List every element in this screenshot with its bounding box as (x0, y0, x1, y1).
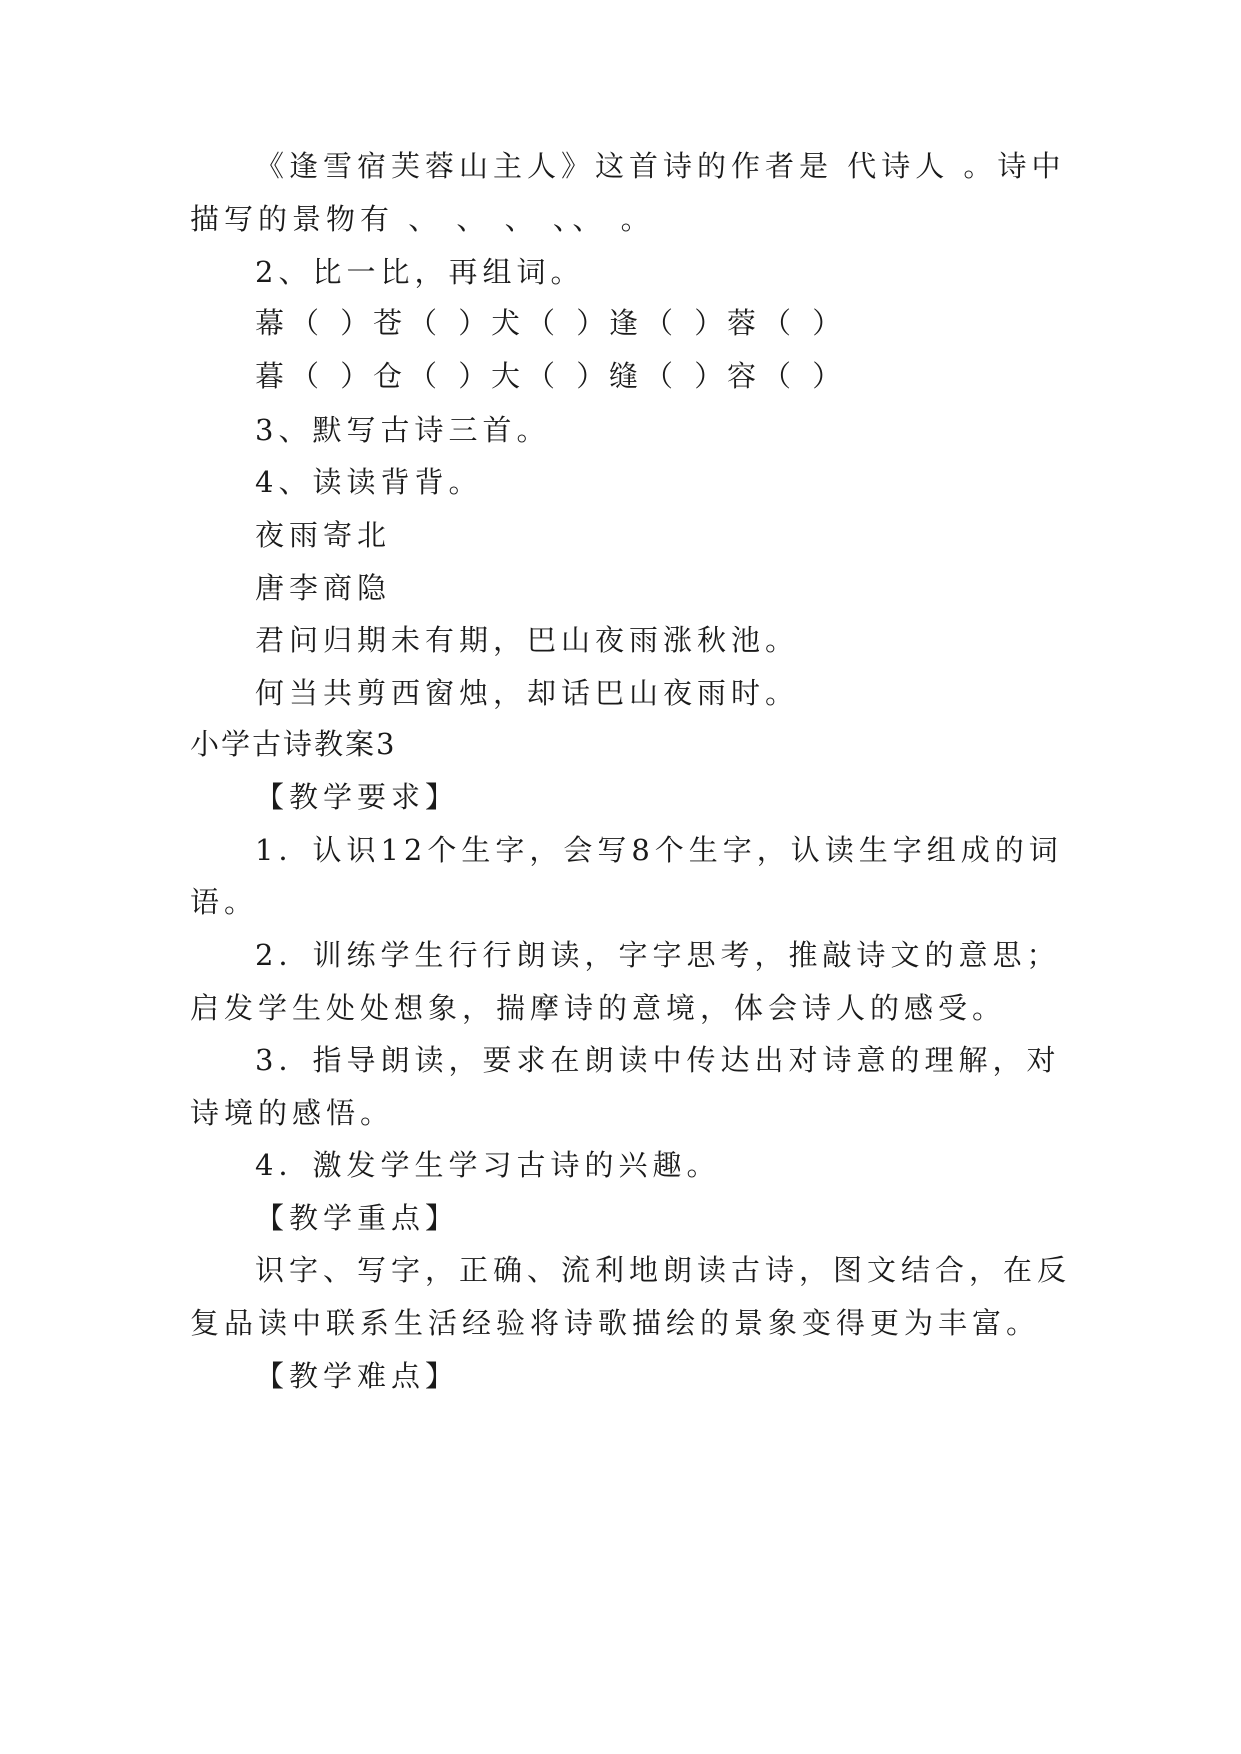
requirement-item: 4．激发学生学习古诗的兴趣。 (255, 1148, 721, 1182)
key-points-heading: 【教学重点】 (255, 1201, 460, 1235)
requirement-item: 2．训练学生行行朗读，字字思考，推敲诗文的意思； (255, 938, 1061, 972)
word-grid-cell: 仓（ ） (373, 359, 494, 393)
question-4: 4、读读背背。 (255, 465, 483, 499)
key-points-text-continued: 复品读中联系生活经验将诗歌描绘的景象变得更为丰富。 (190, 1306, 1041, 1340)
requirement-item-continued: 语。 (190, 885, 259, 919)
question-3: 3、默写古诗三首。 (255, 413, 551, 447)
section-title: 小学古诗教案3 (190, 727, 397, 761)
requirement-item: 3．指导朗读，要求在朗读中传达出对诗意的理解，对 (255, 1043, 1061, 1077)
poem-author: 唐李商隐 (255, 571, 392, 605)
requirement-item-continued: 诗境的感悟。 (190, 1096, 395, 1130)
poem-line: 何当共剪西窗烛，却话巴山夜雨时。 (255, 676, 800, 710)
word-grid-cell: 苍（ ） (373, 306, 494, 340)
word-grid-cell: 逢（ ） (609, 306, 730, 340)
word-grid-cell: 犬（ ） (491, 306, 612, 340)
word-grid-cell: 缝（ ） (609, 359, 730, 393)
paragraph-line: 描写的景物有 、 、 、 、、 。 (190, 202, 655, 236)
word-grid-cell: 大（ ） (491, 359, 612, 393)
word-grid-cell: 暮（ ） (255, 359, 376, 393)
poem-title: 夜雨寄北 (255, 518, 392, 552)
word-grid-cell: 蓉（ ） (727, 306, 848, 340)
question-2: 2、比一比，再组词。 (255, 255, 585, 289)
difficulty-heading: 【教学难点】 (255, 1359, 460, 1393)
requirement-item: 1．认识12个生字，会写8个生字，认读生字组成的词 (255, 833, 1063, 867)
word-grid-cell: 幕（ ） (255, 306, 376, 340)
key-points-text: 识字、写字，正确、流利地朗读古诗，图文结合，在反 (255, 1253, 1072, 1287)
requirements-heading: 【教学要求】 (255, 780, 460, 814)
requirement-item-continued: 启发学生处处想象，揣摩诗的意境，体会诗人的感受。 (190, 991, 1007, 1025)
poem-line: 君问归期未有期，巴山夜雨涨秋池。 (255, 623, 800, 657)
word-grid-cell: 容（ ） (727, 359, 848, 393)
paragraph-line: 《逢雪宿芙蓉山主人》这首诗的作者是 代诗人 。诗中 (255, 149, 1066, 183)
